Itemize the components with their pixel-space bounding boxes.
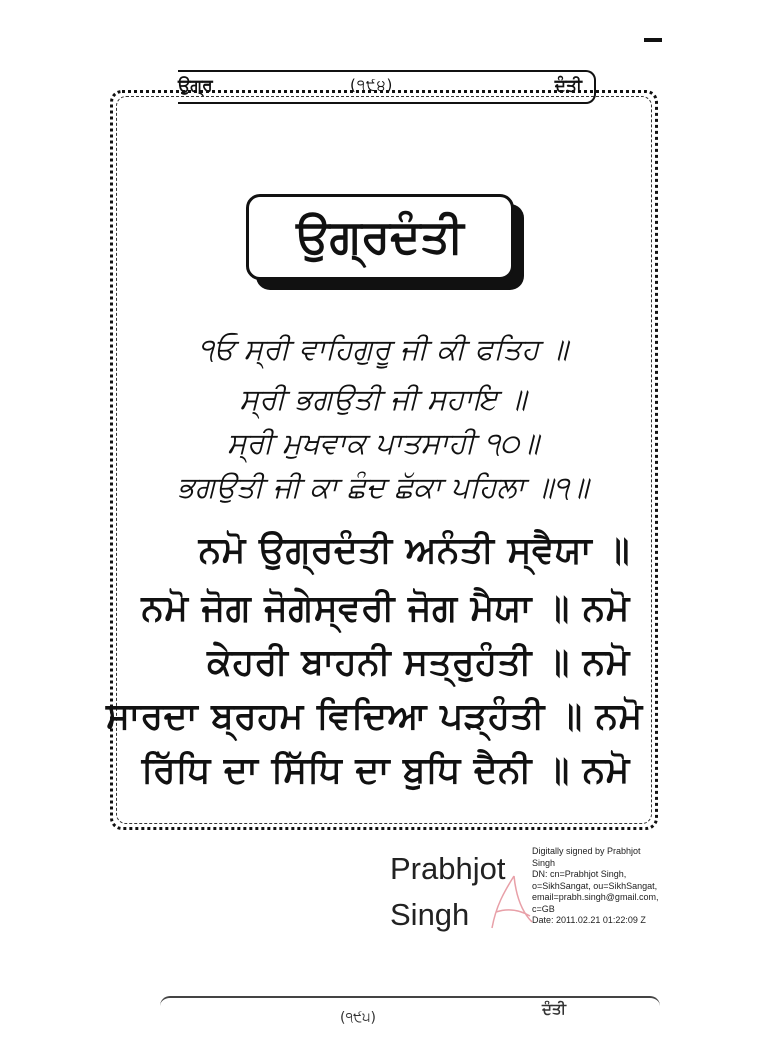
verse-line-5: ਰਿੱਧਿ ਦਾ ਸਿੱਧਿ ਦਾ ਬੁਧਿ ਦੈਨੀ ॥ ਨਮੋ	[141, 750, 630, 791]
verse-line-2: ਨਮੋ ਜੋਗ ਜੋਗੇਸ੍ਵਰੀ ਜੋਗ ਮੈਯਾ ॥ ਨਮੋ	[141, 588, 630, 629]
header-page-number: (੧੯੪)	[350, 76, 394, 94]
footer-right-text: ਦੰਤੀ	[542, 1000, 567, 1018]
next-page-header-edge	[160, 996, 660, 1038]
invocation-line-3: ਸ੍ਰੀ ਮੁਖਵਾਕ ਪਾਤਸਾਹੀ ੧੦॥	[227, 426, 539, 460]
signature-name-line-2: Singh	[390, 897, 470, 932]
header-left-text: ਉਗ੍ਰ	[178, 76, 213, 96]
signature-name-line-1: Prabhjot	[390, 851, 506, 886]
signature-detail-line: email=prabh.singh@gmail.com,	[532, 892, 659, 902]
invocation-line-2: ਸ੍ਰੀ ਭਗਉਤੀ ਜੀ ਸਹਾਇ ॥	[239, 382, 527, 416]
footer-page-number: (੧੯੫)	[340, 1010, 376, 1026]
signature-detail-line: o=SikhSangat, ou=SikhSangat,	[532, 880, 658, 891]
signature-detail-line: Date: 2011.02.21 01:22:09 Z	[532, 915, 646, 925]
signature-detail-line: Singh	[532, 857, 556, 868]
page-title: ਉਗ੍ਰਦੰਤੀ	[246, 194, 514, 280]
invocation-line-1: ੧ਓ ਸ੍ਰੀ ਵਾਹਿਗੁਰੂ ਜੀ ਕੀ ਫਤਿਹ ॥	[198, 332, 568, 366]
signature-detail-line: c=GB	[532, 903, 555, 914]
invocation-line-4: ਭਗਉਤੀ ਜੀ ਕਾ ਛੰਦ ਛੱਕਾ ਪਹਿਲਾ ॥੧॥	[177, 470, 589, 504]
page-corner-mark	[644, 38, 662, 42]
verse-line-4: ਸਾਰਦਾ ਬ੍ਰਹਮ ਵਿਦਿਆ ਪੜ੍ਹੰਤੀ ॥ ਨਮੋ	[106, 696, 643, 737]
signature-details	[532, 846, 692, 927]
verse-line-1: ਨਮੋ ਉਗ੍ਰਦੰਤੀ ਅਨੰਤੀ ਸ੍ਵੈਯਾ ॥	[198, 530, 630, 571]
verse-line-3: ਕੇਹਰੀ ਬਾਹਨੀ ਸਤ੍ਰੁਹੰਤੀ ॥ ਨਮੋ	[207, 642, 630, 683]
header-right-text: ਦੰਤੀ	[554, 76, 582, 96]
signature-detail-line: Digitally signed by Prabhjot	[532, 846, 641, 856]
signature-logo-icon	[486, 872, 536, 932]
signature-detail-line: DN: cn=Prabhjot Singh,	[532, 869, 627, 879]
